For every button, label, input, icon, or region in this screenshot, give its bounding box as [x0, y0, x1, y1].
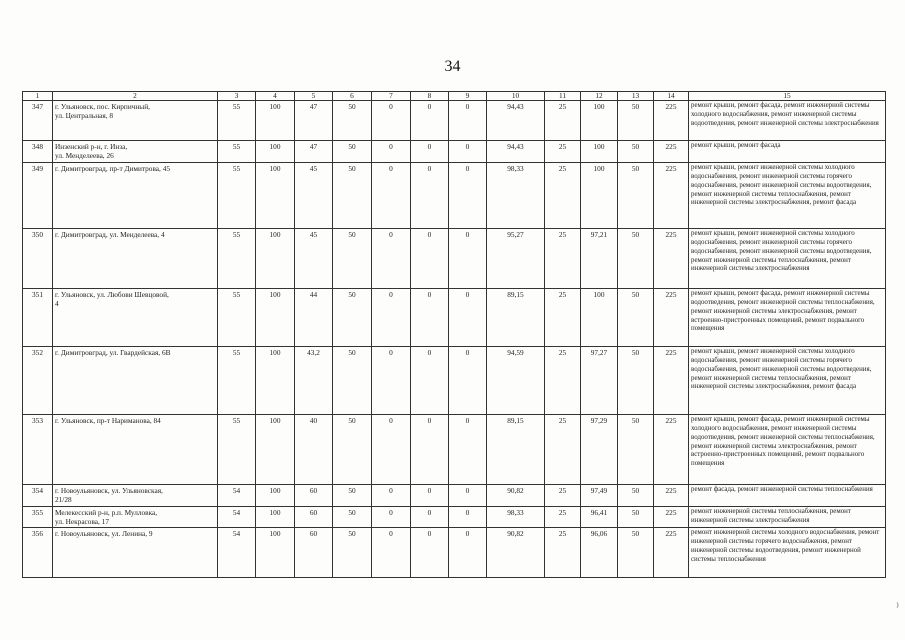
- value-cell: 100: [256, 414, 295, 484]
- table-row: [23, 141, 886, 163]
- value-cell: 50: [333, 162, 372, 228]
- value-cell: 100: [581, 288, 618, 346]
- value-cell: 50: [618, 528, 654, 578]
- table-row: [23, 288, 886, 346]
- value-cell: 47: [295, 141, 333, 163]
- value-cell: 225: [654, 506, 689, 528]
- value-cell: 25: [545, 506, 581, 528]
- table-row: [23, 162, 886, 228]
- value-cell: 25: [545, 141, 581, 163]
- value-cell: 225: [654, 346, 689, 414]
- value-cell: 225: [654, 141, 689, 163]
- value-cell: 100: [256, 484, 295, 506]
- value-cell: 89,15: [487, 288, 545, 346]
- value-cell: 100: [256, 346, 295, 414]
- value-cell: 44: [295, 288, 333, 346]
- value-cell: 0: [449, 288, 487, 346]
- column-header: 5: [295, 92, 333, 101]
- column-header: 14: [654, 92, 689, 101]
- value-cell: 50: [618, 484, 654, 506]
- table-row: [23, 228, 886, 288]
- column-header: 7: [372, 92, 411, 101]
- address-cell: г. Новоульяновск, ул. Ульяновская, 21/28: [53, 484, 218, 506]
- value-cell: 0: [372, 162, 411, 228]
- value-cell: 225: [654, 414, 689, 484]
- value-cell: 225: [654, 288, 689, 346]
- value-cell: 60: [295, 528, 333, 578]
- value-cell: 0: [449, 228, 487, 288]
- value-cell: 45: [295, 228, 333, 288]
- value-cell: 0: [411, 288, 449, 346]
- value-cell: 100: [256, 162, 295, 228]
- value-cell: 55: [218, 288, 256, 346]
- row-number-cell: 355: [23, 506, 53, 528]
- value-cell: 0: [449, 162, 487, 228]
- value-cell: 97,29: [581, 414, 618, 484]
- value-cell: 0: [449, 528, 487, 578]
- value-cell: 225: [654, 101, 689, 141]
- value-cell: 225: [654, 228, 689, 288]
- column-header: 2: [53, 92, 218, 101]
- value-cell: 0: [372, 484, 411, 506]
- value-cell: 25: [545, 228, 581, 288]
- value-cell: 94,59: [487, 346, 545, 414]
- value-cell: 25: [545, 346, 581, 414]
- value-cell: 0: [411, 484, 449, 506]
- row-number-cell: 354: [23, 484, 53, 506]
- column-header: 6: [333, 92, 372, 101]
- value-cell: 0: [411, 528, 449, 578]
- column-header: 10: [487, 92, 545, 101]
- value-cell: 25: [545, 484, 581, 506]
- table-row: [23, 101, 886, 141]
- value-cell: 90,82: [487, 484, 545, 506]
- value-cell: 0: [372, 346, 411, 414]
- row-number-cell: 351: [23, 288, 53, 346]
- column-header: 13: [618, 92, 654, 101]
- value-cell: 0: [411, 228, 449, 288]
- value-cell: 0: [411, 141, 449, 163]
- value-cell: 55: [218, 414, 256, 484]
- value-cell: 55: [218, 228, 256, 288]
- works-cell: ремонт крыши, ремонт инженерной системы холодного водоснабжения, ремонт инженерной системы горячего водоснабжения, ремонт инженерной системы водоотведения, ремонт инженерной системы теплоснабжения, ремонт инженерной системы электроснабжения, ремонт фасада: [689, 162, 886, 228]
- row-number-cell: 352: [23, 346, 53, 414]
- value-cell: 0: [411, 506, 449, 528]
- column-header: 8: [411, 92, 449, 101]
- value-cell: 40: [295, 414, 333, 484]
- value-cell: 90,82: [487, 528, 545, 578]
- value-cell: 100: [581, 101, 618, 141]
- buildings-table: [22, 91, 886, 578]
- page-number: 34: [444, 58, 461, 75]
- value-cell: 100: [256, 141, 295, 163]
- value-cell: 0: [411, 101, 449, 141]
- works-cell: ремонт инженерной системы теплоснабжения, ремонт инженерной системы электроснабжения: [689, 506, 886, 528]
- column-header: 15: [689, 92, 886, 101]
- value-cell: 50: [618, 506, 654, 528]
- value-cell: 50: [618, 228, 654, 288]
- works-cell: ремонт крыши, ремонт фасада, ремонт инженерной системы водоотведения, ремонт инженерной системы теплоснабжения, ремонт инженерной системы электроснабжения, ремонт встроенно-пристроенных помещений, ремонт подвального помещения: [689, 288, 886, 346]
- value-cell: 54: [218, 484, 256, 506]
- value-cell: 225: [654, 162, 689, 228]
- value-cell: 100: [256, 228, 295, 288]
- value-cell: 54: [218, 506, 256, 528]
- value-cell: 97,21: [581, 228, 618, 288]
- address-cell: г. Новоульяновск, ул. Ленина, 9: [53, 528, 218, 578]
- value-cell: 60: [295, 506, 333, 528]
- value-cell: 50: [333, 141, 372, 163]
- value-cell: 95,27: [487, 228, 545, 288]
- table-row: [23, 346, 886, 414]
- value-cell: 100: [581, 162, 618, 228]
- table-row: [23, 528, 886, 578]
- value-cell: 0: [449, 506, 487, 528]
- value-cell: 50: [333, 506, 372, 528]
- value-cell: 225: [654, 528, 689, 578]
- value-cell: 50: [618, 346, 654, 414]
- value-cell: 100: [256, 506, 295, 528]
- address-cell: г. Ульяновск, пр-т Нариманова, 84: [53, 414, 218, 484]
- value-cell: 60: [295, 484, 333, 506]
- value-cell: 0: [372, 414, 411, 484]
- value-cell: 25: [545, 162, 581, 228]
- address-cell: Инзенский р-н, г. Инза, ул. Менделеева, 26: [53, 141, 218, 163]
- value-cell: 50: [333, 101, 372, 141]
- row-number-cell: 356: [23, 528, 53, 578]
- value-cell: 47: [295, 101, 333, 141]
- value-cell: 43,2: [295, 346, 333, 414]
- row-number-cell: 350: [23, 228, 53, 288]
- value-cell: 96,06: [581, 528, 618, 578]
- value-cell: 25: [545, 288, 581, 346]
- value-cell: 50: [618, 414, 654, 484]
- table-row: [23, 414, 886, 484]
- value-cell: 50: [333, 414, 372, 484]
- table-row: [23, 506, 886, 528]
- column-header: 4: [256, 92, 295, 101]
- address-cell: г. Димитровград, ул. Менделеева, 4: [53, 228, 218, 288]
- address-cell: г. Димитровград, ул. Гвардейская, 6В: [53, 346, 218, 414]
- address-cell: г. Ульяновск, ул. Любови Шевцовой, 4: [53, 288, 218, 346]
- column-header: 1: [23, 92, 53, 101]
- value-cell: 0: [449, 414, 487, 484]
- value-cell: 94,43: [487, 101, 545, 141]
- works-cell: ремонт крыши, ремонт фасада, ремонт инженерной системы холодного водоснабжения, ремонт инженерной системы водоотведения, ремонт инженерной системы электроснабжения: [689, 101, 886, 141]
- value-cell: 50: [618, 162, 654, 228]
- value-cell: 0: [372, 528, 411, 578]
- value-cell: 50: [618, 288, 654, 346]
- value-cell: 0: [372, 228, 411, 288]
- row-number-cell: 347: [23, 101, 53, 141]
- value-cell: 97,49: [581, 484, 618, 506]
- value-cell: 0: [449, 484, 487, 506]
- column-header: 12: [581, 92, 618, 101]
- value-cell: 100: [256, 528, 295, 578]
- row-number-cell: 349: [23, 162, 53, 228]
- value-cell: 50: [333, 528, 372, 578]
- value-cell: 0: [411, 414, 449, 484]
- value-cell: 50: [618, 141, 654, 163]
- value-cell: 0: [449, 101, 487, 141]
- value-cell: 225: [654, 484, 689, 506]
- value-cell: 0: [449, 141, 487, 163]
- value-cell: 55: [218, 346, 256, 414]
- value-cell: 50: [333, 228, 372, 288]
- value-cell: 50: [333, 288, 372, 346]
- row-number-cell: 348: [23, 141, 53, 163]
- value-cell: 0: [411, 162, 449, 228]
- value-cell: 98,33: [487, 506, 545, 528]
- value-cell: 0: [372, 101, 411, 141]
- works-cell: ремонт крыши, ремонт инженерной системы холодного водоснабжения, ремонт инженерной системы горячего водоснабжения, ремонт инженерной системы водоотведения, ремонт инженерной системы теплоснабжения, ремонт инженерной системы электроснабжения, ремонт фасада: [689, 346, 886, 414]
- works-cell: ремонт крыши, ремонт фасада, ремонт инженерной системы холодного водоснабжения, ремонт инженерной системы водоотведения, ремонт инженерной системы теплоснабжения, ремонт инженерной системы электроснабжения, ремонт встроенно-пристроенных помещений, ремонт подвального помещения: [689, 414, 886, 484]
- value-cell: 54: [218, 528, 256, 578]
- column-header: 3: [218, 92, 256, 101]
- works-cell: ремонт крыши, ремонт инженерной системы холодного водоснабжения, ремонт инженерной системы горячего водоснабжения, ремонт инженерной системы водоотведения, ремонт инженерной системы теплоснабжения, ремонт инженерной системы электроснабжения: [689, 228, 886, 288]
- value-cell: 97,27: [581, 346, 618, 414]
- value-cell: 0: [372, 141, 411, 163]
- value-cell: 100: [256, 101, 295, 141]
- value-cell: 100: [581, 141, 618, 163]
- value-cell: 89,15: [487, 414, 545, 484]
- address-cell: г. Димитровград, пр-т Димитрова, 45: [53, 162, 218, 228]
- value-cell: 55: [218, 101, 256, 141]
- row-number-cell: 353: [23, 414, 53, 484]
- works-cell: ремонт фасада, ремонт инженерной системы теплоснабжения: [689, 484, 886, 506]
- value-cell: 100: [256, 288, 295, 346]
- margin-mark: ⁾: [896, 600, 899, 614]
- table-row: [23, 484, 886, 506]
- column-header: 11: [545, 92, 581, 101]
- value-cell: 0: [411, 346, 449, 414]
- value-cell: 25: [545, 528, 581, 578]
- value-cell: 45: [295, 162, 333, 228]
- value-cell: 50: [333, 346, 372, 414]
- column-header: 9: [449, 92, 487, 101]
- value-cell: 94,43: [487, 141, 545, 163]
- value-cell: 50: [618, 101, 654, 141]
- works-cell: ремонт инженерной системы холодного водоснабжения, ремонт инженерной системы горячего водоснабжения, ремонт инженерной системы водоотведения, ремонт инженерной системы теплоснабжения: [689, 528, 886, 578]
- address-cell: Мелекесский р-н, р.п. Мулловка, ул. Некрасова, 17: [53, 506, 218, 528]
- value-cell: 25: [545, 101, 581, 141]
- value-cell: 55: [218, 162, 256, 228]
- value-cell: 0: [372, 506, 411, 528]
- column-number-row: [23, 92, 886, 101]
- value-cell: 55: [218, 141, 256, 163]
- address-cell: г. Ульяновск, пос. Кирпичный, ул. Центральная, 8: [53, 101, 218, 141]
- value-cell: 96,41: [581, 506, 618, 528]
- value-cell: 98,33: [487, 162, 545, 228]
- value-cell: 0: [449, 346, 487, 414]
- value-cell: 25: [545, 414, 581, 484]
- value-cell: 50: [333, 484, 372, 506]
- works-cell: ремонт крыши, ремонт фасада: [689, 141, 886, 163]
- value-cell: 0: [372, 288, 411, 346]
